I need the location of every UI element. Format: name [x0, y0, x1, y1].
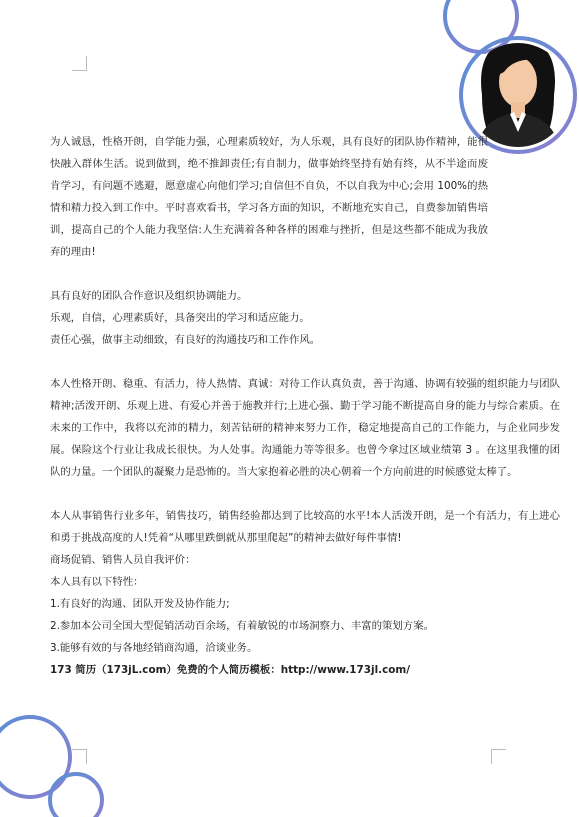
- evaluation-heading: 商场促销、销售人员自我评价：: [50, 554, 196, 566]
- corner-mark-bottom-left: [72, 749, 87, 764]
- decorative-circles-bottom: [0, 705, 120, 817]
- personality-paragraph: 本人性格开朗、稳重、有活力，待人热情、真诚：对待工作认真负责，善于沟通、协调有较强的组织能力与团队精神;活泼开朗、乐观上进、有爱心并善于施教并行;上进心强、勤于学习能不断提高自身的能力与综合素质。在未来的工作中，我将以充沛的精力，刻苦钻研的精神来努力工作，稳定地提高自己的工作能力，与企业同步发展。保险这个行业让我成长很快。为人处事。沟通能力等等很多。也曾今拿过区域业绩第 3 。在这里我懂的团队的力量。一个团队的凝聚力是恐怖的。当大家抱着必胜的决心朝着一个方向前进的时候感觉太棒了。: [50, 378, 560, 478]
- sales-experience-paragraph: 本人从事销售行业多年，销售技巧，销售经验都达到了比较高的水平!本人活泼开朗，是一个有活力，有上进心和勇于挑战高度的人!凭着“从哪里跌倒就从那里爬起”的精神去做好每件事情!: [50, 510, 560, 544]
- trait-item-3: 3.能够有效的与各地经销商沟通，洽谈业务。: [50, 642, 258, 654]
- footer-link-line[interactable]: 173 简历（173jL.com）免费的个人简历模板：http://www.173jl.com/: [50, 664, 410, 676]
- traits-heading: 本人具有以下特性：: [50, 576, 144, 588]
- corner-mark-top-left: [72, 56, 87, 71]
- self-intro-paragraph: 为人诚恳，性格开朗，自学能力强，心理素质较好，为人乐观，具有良好的团队协作精神，能很快融入群体生活。说到做到，绝不推卸责任;有自制力，做事始终坚持有始有终，从不半途而废肯学习，有问题不逃避，愿意虚心向他们学习;自信但不自负，不以自我为中心;会用 100%的热情和精力投入到工作中。平时喜欢看书，学习各方面的知识，不断地充实自己，自费参加销售培训，提高自己的个人能力我坚信:人生充满着各种各样的困难与挫折，但是这些都不能成为我放弃的理由!: [50, 136, 488, 258]
- trait-item-1: 1.有良好的沟通、团队开发及协作能力;: [50, 598, 230, 610]
- trait-line-2: 乐观，自信，心理素质好，具备突出的学习和适应能力。: [50, 312, 310, 324]
- trait-line-3: 责任心强，做事主动细致，有良好的沟通技巧和工作作风。: [50, 334, 321, 346]
- corner-mark-bottom-right: [491, 749, 506, 764]
- trait-item-2: 2.参加本公司全国大型促销活动百余场，有着敏锐的市场洞察力、丰富的策划方案。: [50, 620, 434, 632]
- resume-content: [50, 131, 560, 681]
- trait-line-1: 具有良好的团队合作意识及组织协调能力。: [50, 290, 248, 302]
